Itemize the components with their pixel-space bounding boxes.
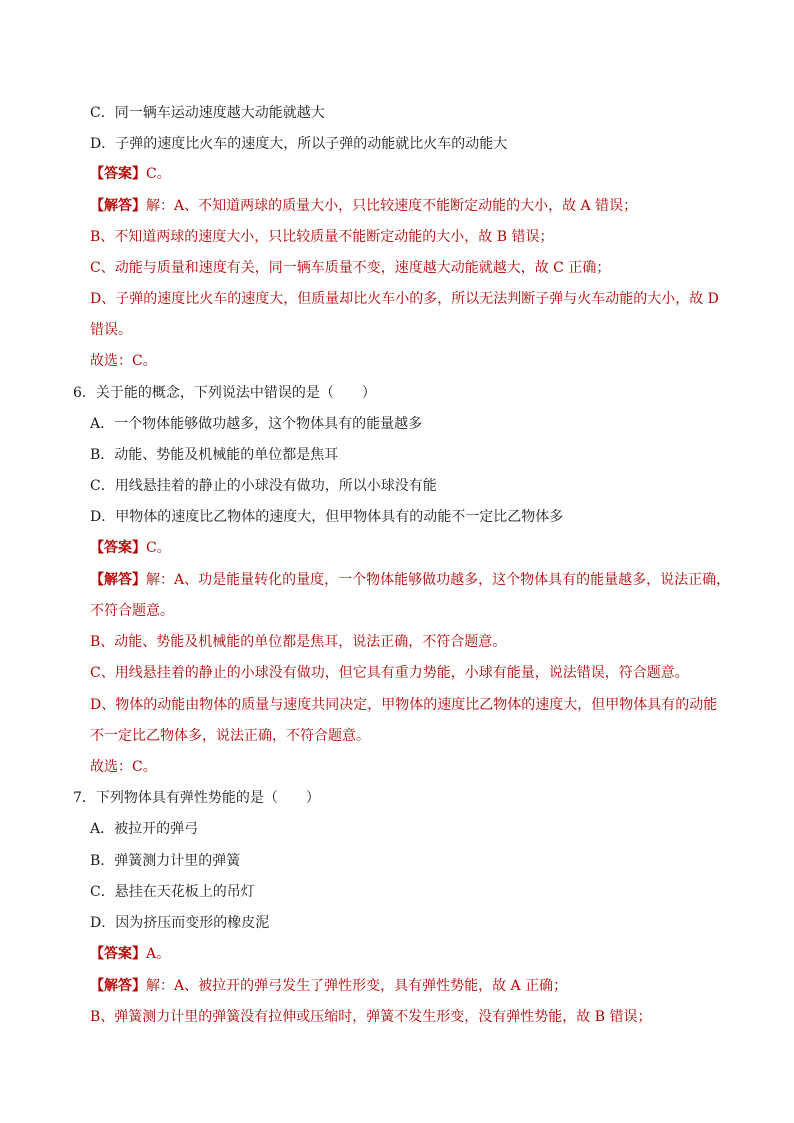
q6-option-a: A．一个物体能够做功越多，这个物体具有的能量越多 — [90, 416, 423, 432]
q7-stem: 7．下列物体具有弹性势能的是（ ） — [73, 790, 320, 806]
q5-analysis-line-5: 错误。 — [90, 322, 132, 338]
q6-analysis-line-5: D、物体的动能由物体的质量与速度共同决定，甲物体的速度比乙物体的速度大，但甲物体具有的动能 — [90, 697, 718, 713]
analysis-text: 解：A、不知道两球的质量大小，只比较速度不能断定动能的大小，故 A 错误； — [146, 198, 638, 214]
answer-value: C。 — [146, 166, 171, 182]
q6-answer — [90, 538, 171, 558]
q5-option-c: C．同一辆车运动速度越大动能就越大 — [90, 105, 325, 121]
q7-option-c: C．悬挂在天花板上的吊灯 — [90, 884, 255, 900]
q5-answer — [90, 164, 171, 184]
q6-analysis-line-1 — [90, 570, 730, 590]
q7-analysis-line-2: B、弹簧测力计里的弹簧没有拉伸或压缩时，弹簧不发生形变，没有弹性势能，故 B 错误； — [90, 1009, 652, 1025]
q5-analysis-line-1 — [90, 196, 637, 216]
answer-tag: 【答案】 — [90, 946, 146, 962]
analysis-tag: 【解答】 — [90, 198, 146, 214]
answer-tag: 【答案】 — [90, 540, 146, 556]
q6-option-c: C．用线悬挂着的静止的小球没有做功，所以小球没有能 — [90, 478, 437, 494]
q6-conclusion: 故选：C。 — [90, 759, 157, 775]
analysis-tag: 【解答】 — [90, 978, 146, 994]
q5-conclusion: 故选：C。 — [90, 353, 157, 369]
q6-stem: 6．关于能的概念，下列说法中错误的是（ ） — [73, 385, 376, 401]
analysis-text: 解：A、功是能量转化的量度，一个物体能够做功越多，这个物体具有的能量越多，说法正确， — [146, 572, 731, 588]
q6-analysis-line-6: 不一定比乙物体多，说法正确，不符合题意。 — [90, 728, 370, 744]
q6-analysis-line-2: 不符合题意。 — [90, 603, 174, 619]
q7-analysis-line-1 — [90, 976, 567, 996]
q5-option-d: D．子弹的速度比火车的速度大，所以子弹的动能就比火车的动能大 — [90, 136, 508, 152]
q5-analysis-line-2: B、不知道两球的速度大小，只比较质量不能断定动能的大小，故 B 错误； — [90, 229, 554, 245]
analysis-tag: 【解答】 — [90, 572, 146, 588]
answer-value: A。 — [146, 946, 171, 962]
q5-analysis-line-4: D、子弹的速度比火车的速度大，但质量却比火车小的多，所以无法判断子弹与火车动能的大小，故 D — [90, 291, 719, 307]
q5-analysis-line-3: C、动能与质量和速度有关，同一辆车质量不变，速度越大动能就越大，故 C 正确； — [90, 260, 611, 276]
q6-option-d: D．甲物体的速度比乙物体的速度大，但甲物体具有的动能不一定比乙物体多 — [90, 509, 564, 525]
q7-option-b: B．弹簧测力计里的弹簧 — [90, 853, 241, 869]
q6-analysis-line-3: B、动能、势能及机械能的单位都是焦耳，说法正确，不符合题意。 — [90, 634, 507, 650]
q6-option-b: B．动能、势能及机械能的单位都是焦耳 — [90, 447, 339, 463]
q7-option-d: D．因为挤压而变形的橡皮泥 — [90, 915, 270, 931]
q7-option-a: A．被拉开的弹弓 — [90, 821, 199, 837]
q7-answer — [90, 944, 170, 964]
analysis-text: 解：A、被拉开的弹弓发生了弹性形变，具有弹性势能，故 A 正确； — [146, 978, 568, 994]
answer-value: C。 — [146, 540, 171, 556]
q6-analysis-line-4: C、用线悬挂着的静止的小球没有做功，但它具有重力势能，小球有能量，说法错误，符合题意。 — [90, 665, 689, 681]
answer-tag: 【答案】 — [90, 166, 146, 182]
